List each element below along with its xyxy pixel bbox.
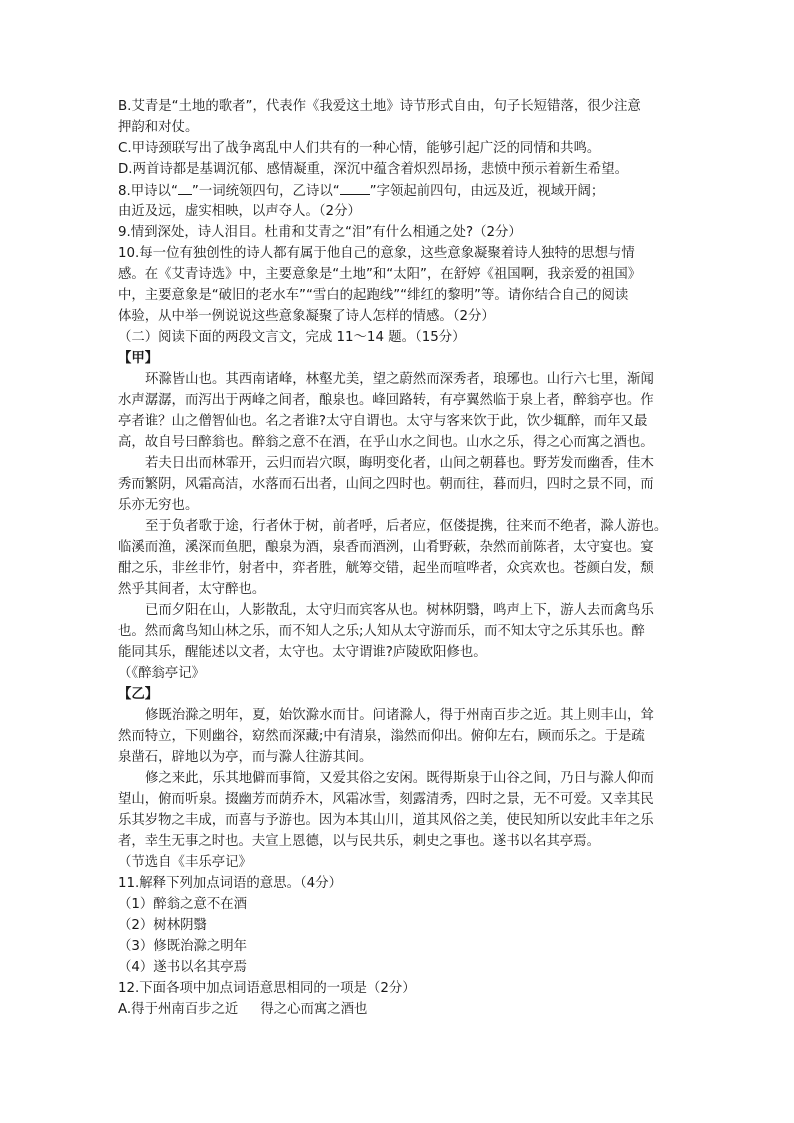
passage-yi-label: 【乙】 bbox=[118, 687, 159, 702]
question-10-line1: 10.每一位有独创性的诗人都有属于他自己的意象，这些意象凝聚着诗人独特的思想与情 bbox=[118, 246, 635, 261]
passage-yi-line: 泉凿石，辟地以为亭，而与滁人往游其间。 bbox=[118, 750, 373, 765]
passage-jia-line: 然乎其间者，太守醉也。 bbox=[118, 582, 266, 597]
passage-jia-label: 【甲】 bbox=[118, 351, 159, 366]
question-10-line4: 体验，从中举一例说说这些意象凝聚了诗人怎样的情感。（2分） bbox=[118, 309, 495, 324]
option-b-line1: B.艾青是“土地的歌者”，代表作《我爱这土地》诗节形式自由，句子长短错落，很少注意 bbox=[118, 99, 641, 114]
option-c: C.甲诗颈联写出了战争离乱中人们共有的一种心情，能够引起广泛的同情和共鸣。 bbox=[118, 141, 601, 156]
passage-jia-line: 也。然而禽鸟知山林之乐，而不知人之乐;人知从太守游而乐，而不知太守之乐其乐也。醉 bbox=[118, 624, 645, 639]
question-11-item: （4）遂书以名其亭焉 bbox=[118, 960, 248, 975]
passage-jia-line: 水声潺潺，而泻出于两峰之间者，酿泉也。峰回路转，有亭翼然临于泉上者，醉翁亭也。作 bbox=[118, 393, 654, 408]
question-11-item: （2）树林阴翳 bbox=[118, 918, 207, 933]
q8-text-3: ”字领起前四句，由远及近，视域开阔； bbox=[369, 184, 605, 199]
passage-yi-line: 乐其岁物之丰成，而喜与予游也。因为本其山川，道其风俗之美，使民知所以安此丰年之乐 bbox=[118, 813, 654, 828]
question-12: 12.下面各项中加点词语意思相同的一项是（2分） bbox=[118, 981, 416, 996]
passage-jia-line: 秀而繁阴，风霜高洁，水落而石出者，山间之四时也。朝而往，暮而归，四时之景不同，而 bbox=[118, 477, 654, 492]
exam-page bbox=[118, 96, 696, 1020]
q8-blank-1[interactable] bbox=[178, 180, 192, 195]
passage-jia-line: 临溪而渔，溪深而鱼肥，酿泉为酒，泉香而酒洌，山肴野蔌，杂然而前陈者，太守宴也。宴 bbox=[118, 540, 654, 555]
passage-jia-line: 至于负者歌于途，行者休于树，前者呼，后者应，伛偻提携，往来而不绝者，滁人游也。 bbox=[145, 519, 668, 534]
q8-blank-2[interactable] bbox=[340, 180, 370, 195]
question-11-item: （3）修既治滁之明年 bbox=[118, 939, 248, 954]
section-2-heading: （二）阅读下面的两段文言文，完成 11～14 题。（15分） bbox=[118, 330, 466, 345]
passage-yi-line: 然而特立，下则幽谷，窈然而深藏;中有清泉，滃然而仰出。俯仰左右，顾而乐之。于是疏 bbox=[118, 729, 645, 744]
option-b-line2: 押韵和对仗。 bbox=[118, 120, 199, 135]
question-8 bbox=[118, 180, 696, 201]
passage-jia-line: 亭者谁？山之僧智仙也。名之者谁?太守自谓也。太守与客来饮于此，饮少辄醉，而年又最 bbox=[118, 414, 648, 429]
question-9: 9.情到深处，诗人泪目。杜甫和艾青之“泪”有什么相通之处?（2分） bbox=[118, 225, 522, 240]
question-10-line3: 中，主要意象是“破旧的老水车”“雪白的起跑线”“绯红的黎明”等。请你结合自己的阅读 bbox=[118, 288, 629, 303]
passage-jia-line: 环滁皆山也。其西南诸峰，林壑尤美，望之蔚然而深秀者，琅琊也。山行六七里，渐闻 bbox=[145, 372, 654, 387]
q8-text-2: ”一词统领四句，乙诗以“ bbox=[191, 184, 340, 199]
question-12-option-a bbox=[118, 999, 696, 1020]
passage-yi-line: 修之来此，乐其地僻而事简，又爱其俗之安闲。既得斯泉于山谷之间，乃日与滁人仰而 bbox=[145, 771, 654, 786]
question-8-line2: 由近及远，虚实相映，以声夺人。（2分） bbox=[118, 204, 361, 219]
q8-text-1: 8.甲诗以“ bbox=[118, 184, 178, 199]
passage-jia-line: 能同其乐，醒能述以文者，太守也。太守谓谁?庐陵欧阳修也。 bbox=[118, 645, 487, 660]
passage-jia-source: （《醉翁亭记》 bbox=[118, 666, 206, 681]
question-11: 11.解释下列加点词语的意思。（4分） bbox=[118, 876, 342, 891]
q12-a-right: 得之心而寓之酒也 bbox=[260, 1002, 368, 1017]
passage-jia-line: 若夫日出而林霏开，云归而岩穴暝，晦明变化者，山间之朝暮也。野芳发而幽香，佳木 bbox=[145, 456, 654, 471]
q12-a-left: A.得于州南百步之近 bbox=[118, 1002, 239, 1017]
passage-yi-source: （节选自《丰乐亭记》 bbox=[118, 855, 252, 870]
passage-yi-line: 者，幸生无事之时也。夫宣上恩德，以与民共乐，刺史之事也。遂书以名其亭焉。 bbox=[118, 834, 601, 849]
passage-jia-line: 高，故自号曰醉翁也。醉翁之意不在酒，在乎山水之间也。山水之乐，得之心而寓之酒也。 bbox=[118, 435, 654, 450]
passage-jia-line: 已而夕阳在山，人影散乱，太守归而宾客从也。树林阴翳，鸣声上下，游人去而禽鸟乐 bbox=[145, 603, 654, 618]
option-d: D.两首诗都是基调沉郁、感情凝重，深沉中蕴含着炽烈昂扬，悲愤中预示着新生希望。 bbox=[118, 162, 629, 177]
passage-yi-line: 望山，俯而听泉。掇幽芳而荫乔木，风霜冰雪，刻露清秀，四时之景，无不可爱。又幸其民 bbox=[118, 792, 654, 807]
passage-jia-line: 乐亦无穷也。 bbox=[118, 498, 199, 513]
passage-jia-line: 酣之乐，非丝非竹，射者中，弈者胜，觥筹交错，起坐而喧哗者，众宾欢也。苍颜白发，颓 bbox=[118, 561, 654, 576]
passage-yi-line: 修既治滁之明年，夏，始饮滁水而甘。问诸滁人，得于州南百步之近。其上则丰山，耸 bbox=[145, 708, 654, 723]
question-10-line2: 感。在《艾青诗选》中，主要意象是“土地”和“太阳”，在舒婷《祖国啊，我亲爱的祖国》 bbox=[118, 267, 642, 282]
question-11-item: （1）醉翁之意不在酒 bbox=[118, 897, 248, 912]
